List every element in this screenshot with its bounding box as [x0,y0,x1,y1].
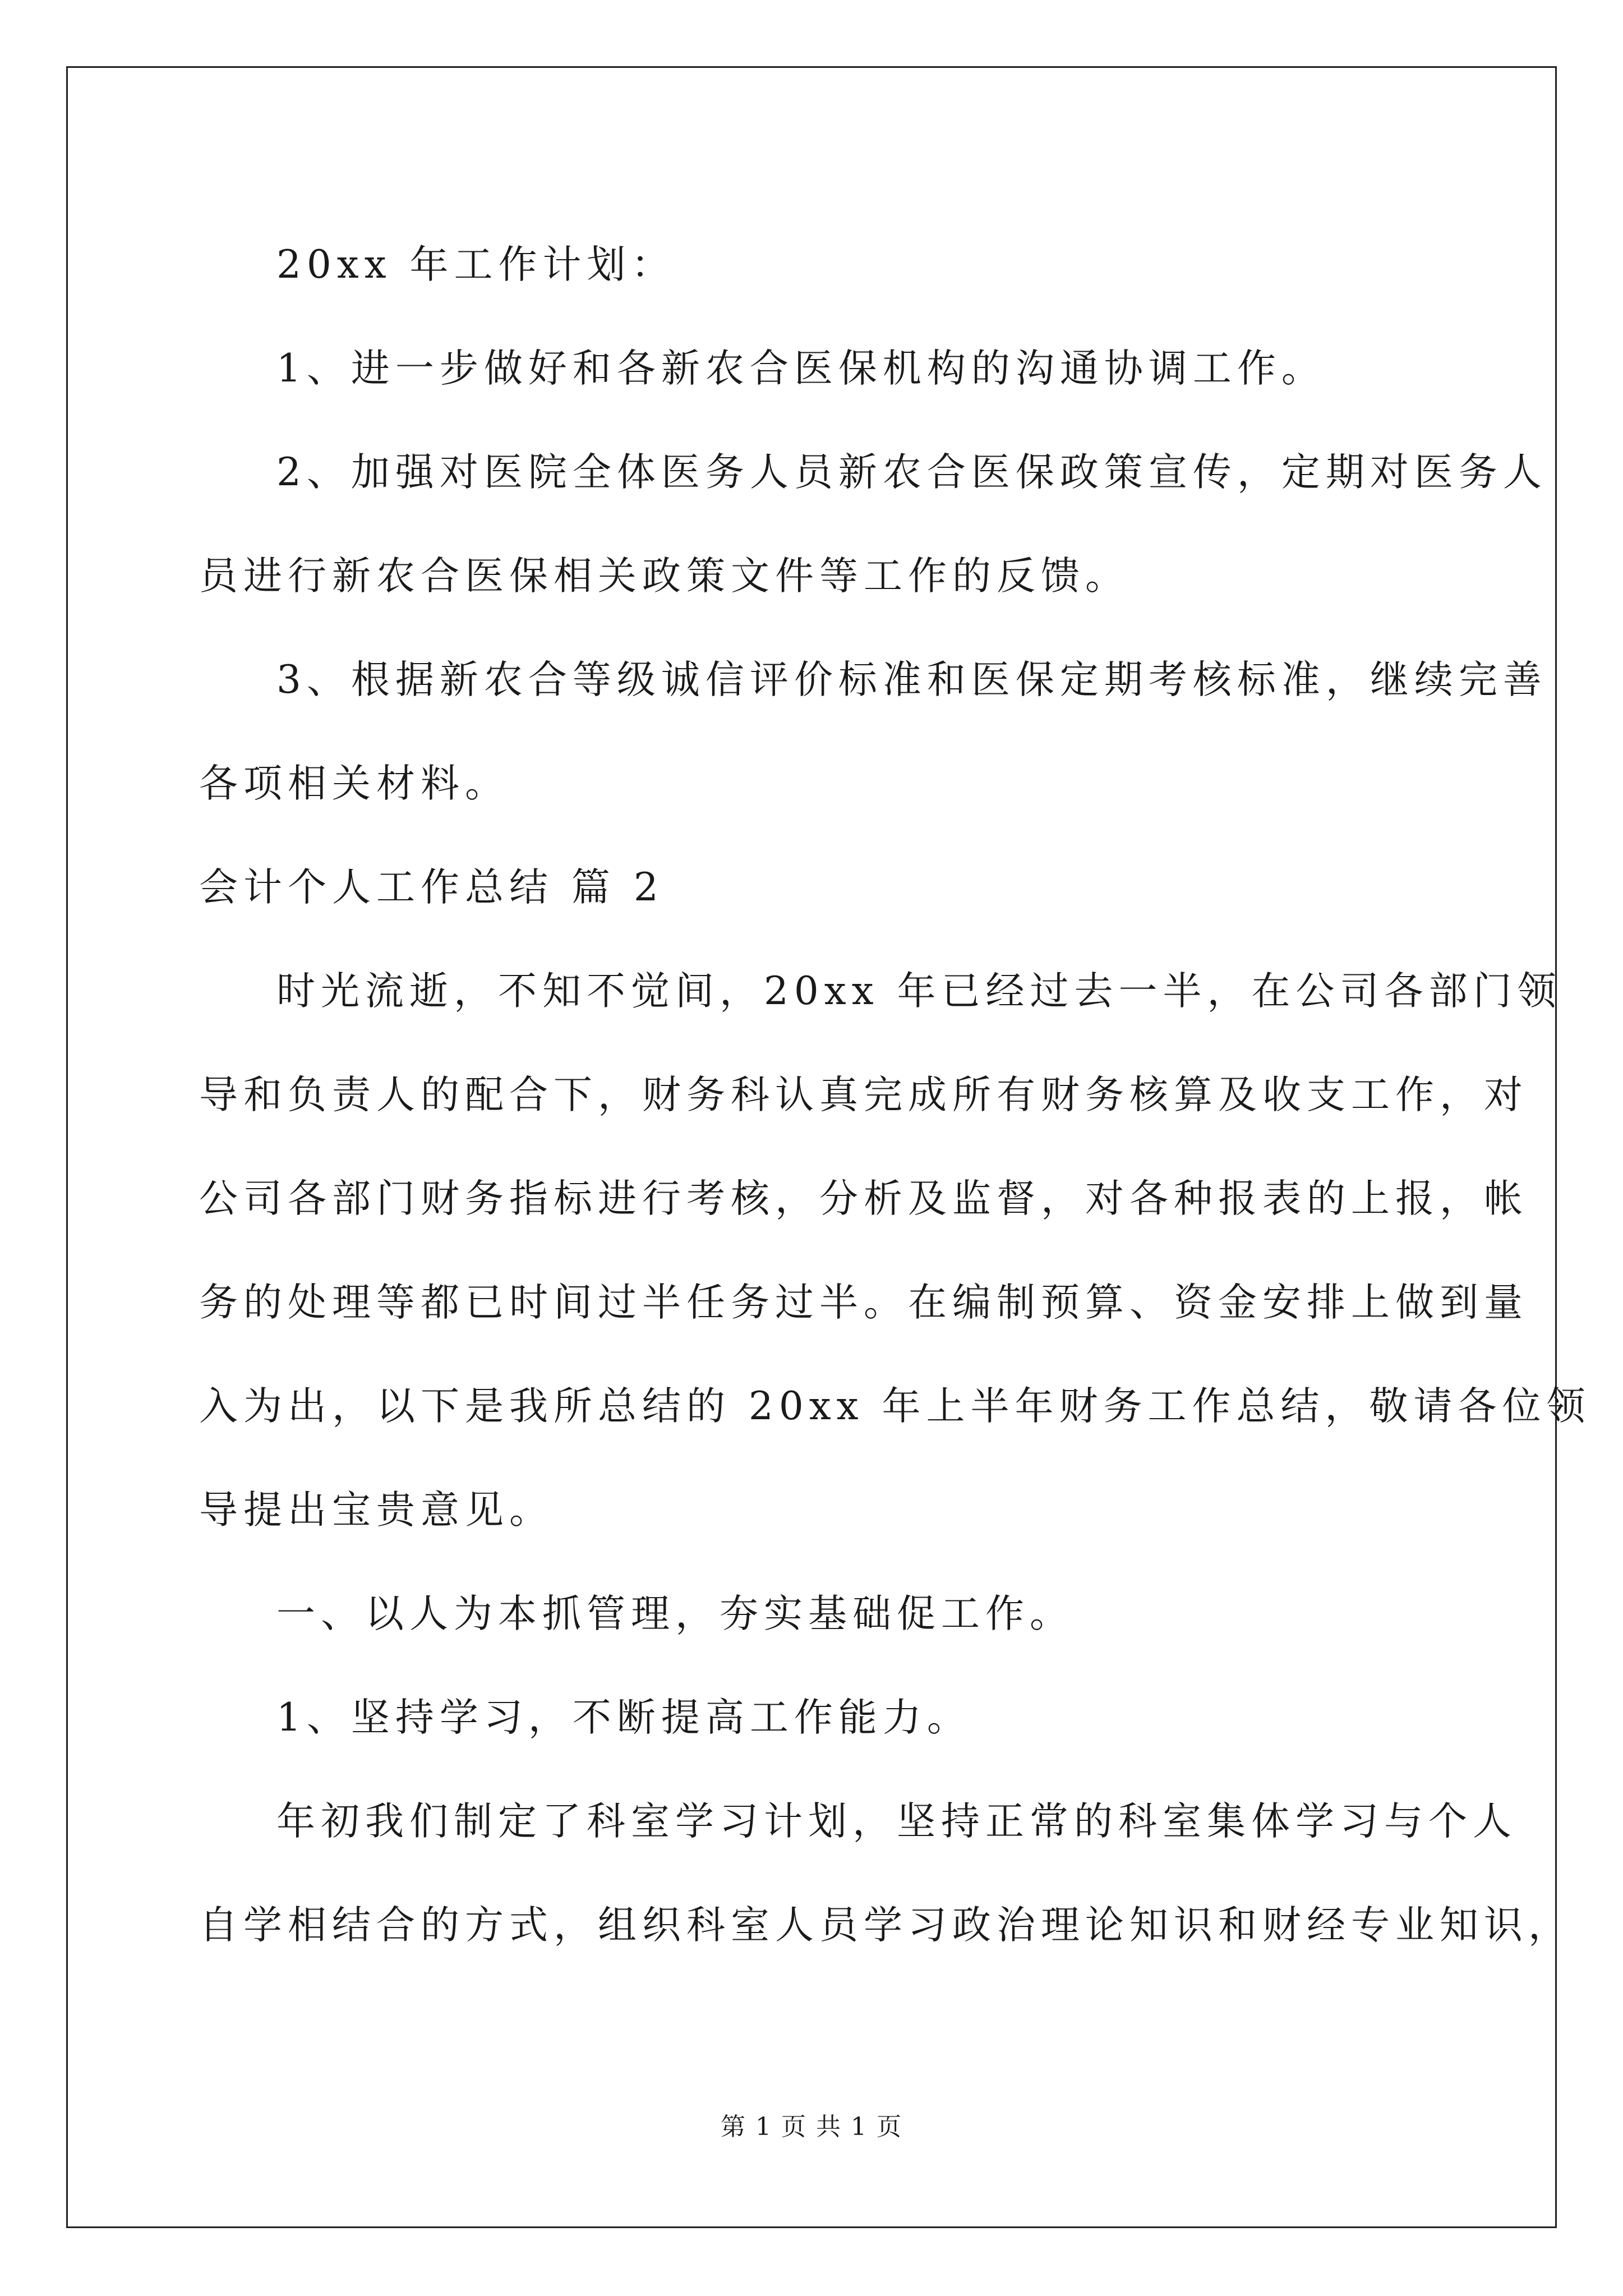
plan-item-2-line-1: 2、加强对医院全体医务人员新农合医保政策宣传，定期对医务人 [276,450,1547,495]
intro-line-5: 入为出，以下是我所总结的 20xx 年上半年财务工作总结，敬请各位领 [199,1384,1591,1429]
study-plan-line-2: 自学相结合的方式，组织科室人员学习政治理论知识和财经专业知识， [199,1903,1573,1948]
intro-line-2: 导和负责人的配合下，财务科认真完成所有财务核算及收支工作，对 [199,1073,1528,1117]
plan-item-1: 1、进一步做好和各新农合医保机构的沟通协调工作。 [276,346,1326,391]
intro-line-6: 导提出宝贵意见。 [199,1488,554,1533]
intro-line-1: 时光流逝，不知不觉间，20xx 年已经过去一半，在公司各部门领 [276,969,1562,1014]
subheading-1-item-1: 1、坚持学习，不断提高工作能力。 [276,1695,971,1740]
plan-item-3-line-1: 3、根据新农合等级诚信评价标准和医保定期考核标准，继续完善 [276,657,1547,702]
plan-item-2-line-2: 员进行新农合医保相关政策文件等工作的反馈。 [199,554,1129,599]
plan-item-3-line-2: 各项相关材料。 [199,761,509,806]
intro-line-3: 公司各部门财务指标进行考核，分析及监督，对各种报表的上报，帐 [199,1176,1528,1221]
section-title: 会计个人工作总结 篇 2 [199,865,664,910]
study-plan-line-1: 年初我们制定了科室学习计划，坚持正常的科室集体学习与个人 [276,1799,1517,1844]
subheading-1: 一、以人为本抓管理，夯实基础促工作。 [276,1591,1074,1636]
document-body [199,213,1591,1977]
page-footer: 第 1 页 共 1 页 [721,2113,902,2141]
plan-heading: 20xx 年工作计划： [276,242,676,287]
intro-line-4: 务的处理等都已时间过半任务过半。在编制预算、资金安排上做到量 [199,1280,1528,1325]
